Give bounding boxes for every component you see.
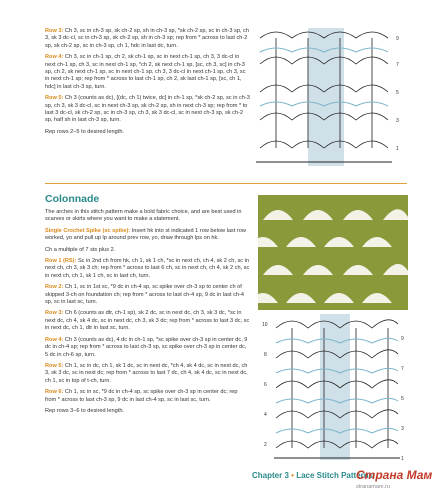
row-instruction [45, 95, 250, 125]
row-label: Row 5: [45, 95, 64, 102]
row-instruction [45, 54, 250, 91]
special-stitch-label: Single Crochet Spike (sc spike): [45, 227, 131, 234]
repeat-note: Rep rows 3–6 to desired length. [45, 407, 124, 414]
row-label: Row 4: [45, 54, 64, 61]
row-label: Row 3: [45, 28, 64, 34]
row-instruction [45, 284, 250, 306]
chart-row-number: 5 [401, 396, 404, 402]
row-text: Ch 3, sc in ch-1 sp, ch 2, sk ch-1 sp, sc in next ch-1 sp, ch 3, 3 dc-cl in next ch-1 sp, ch 3, sc in next ch-1 sp, *ch 2, sk next ch-1 sp, [sc, ch 3, sc] in ch-3 sp, ch 2, sk next ch-1 sp, sc in next ch-1 sp, ch 3, 3 dc-cl in next ch-1 sp, ch 3, sc in next ch-1 sp; rep from * across to last ch-1 sp, ch 2, sk last ch-1 sp, [sc, ch 1, hdc] in last ch-3 sp, turn. [45, 54, 246, 90]
chart-row-number: 4 [264, 412, 267, 418]
chain-multiple: Ch a multiple of 7 sts plus 2. [45, 246, 116, 253]
section-divider [45, 183, 407, 184]
row-instruction [45, 389, 250, 404]
chart-row-number: 7 [401, 366, 404, 372]
row-text: Ch 6 (counts as dtr, ch-1 sp), sk 2 dc, sc in next dc, ch 3, sk 3 dc, *sc in next dc, ch 4, sk 4 dc, sc in next dc, ch 3, sk 3 dc; rep from * across to last 3 dc, sc in next dc, ch 1, dtr in last sc, turn. [45, 310, 250, 332]
row-label: Row 6: [45, 389, 64, 396]
chart-row-number: 5 [396, 90, 399, 96]
special-stitch [45, 228, 250, 243]
chart-row-number: 7 [396, 62, 399, 68]
section-title: Colonnade [45, 193, 100, 205]
swatch-photo [258, 195, 408, 310]
row-label: Row 1 (RS): [45, 258, 77, 265]
row-text: Ch 1, sc in dc, ch 1, sk 1 dc, sc in next dc, *ch 4, sk 4 dc, sc in next dc, ch 3, sk 3 dc, sc in next dc; rep from * across to last 7 dc, ch 4, sk 4 dc, sc in next dc, ch 1, sc in top of t-ch, turn. [45, 362, 248, 384]
row-text: Ch 3, sc in ch-3 sp, sk ch-2 sp, sh in ch-3 sp, *sk ch-2 sp, sc in ch-3 sp, ch 3, sk 3 dc-cl, sc in ch-3 sp, sk ch-2 sp, sh in ch-3 sp; rep from * across to last ch-2 sp, sk ch-2 sp, sc in ch-3 sp, ch 1, hdc in last dc, turn. [45, 28, 249, 49]
repeat-note: Rep rows 2–5 to desired length. [45, 128, 124, 135]
colonnade-instructions [45, 209, 250, 419]
row-text: Sc in 2nd ch from hk, ch 1, sk 1 ch, *sc in next ch, ch 4, sk 2 ch, sc in next ch, ch 3, sk 3 ch; rep from * across to last 6 ch, sc in next ch, ch 4, sk 2 ch, sc in next ch, ch 1, sk 1 ch, sc in last ch, turn. [45, 258, 250, 279]
row-text: Ch 3 (counts as dc), [(dc, ch 1) twice, dc] in ch-1 sp, *sk ch-2 sp, sc in ch-3 sp, ch 3, sk 3 dc-cl, sc in next ch-3 sp, sk ch-2 sp, sh in next ch-3 sp; rep from * to last 3 dc-cl, sk ch-2 sp, sc in ch-3 sp, ch 3, sk 3 dc-cl, sc in next ch-3 sp, sk ch-2 sp, half sh in last ch-3 sp, turn. [45, 95, 250, 124]
chart-row-number: 6 [264, 382, 267, 388]
page-footer [252, 471, 373, 480]
chart-row-number: 10 [262, 322, 268, 328]
stitch-chart-top [256, 28, 408, 166]
footer-chapter: Chapter 3 [252, 471, 289, 480]
watermark-url: stranamam.ru [356, 484, 390, 490]
chart-row-number: 1 [401, 456, 404, 462]
watermark-logo: Страна Мам [356, 468, 433, 482]
chart-row-number: 2 [264, 442, 267, 448]
row-instruction [45, 258, 250, 280]
footer-section: Lace Stitch Patterns [296, 471, 374, 480]
stitch-chart-colonnade [262, 314, 408, 464]
chart-row-number: 9 [396, 36, 399, 42]
chart-row-number: 1 [396, 146, 399, 152]
row-text: Ch 1, sc in 1st sc, *9 dc in ch-4 sp, sc spike over ch-3 sp to center ch of skipped 3-ch on foundation ch; rep from * across to last ch-4 sp, 9 dc in last ch-4 sp, sc in last sc, turn. [45, 284, 244, 306]
special-stitch-text: Insert hk into st indicated 1 row below last row worked, yo and pull up lp around prev row, yo, draw through lps on hk. [45, 227, 246, 242]
chart-row-number: 3 [396, 118, 399, 124]
row-instruction [45, 363, 250, 385]
chart-row-number: 3 [401, 426, 404, 432]
intro-text: The arches in this stitch pattern make a bold fabric choice, and are best used in scarves or skirts where you want to make a statement. [45, 209, 242, 223]
row-label: Row 3: [45, 310, 64, 317]
top-instructions [45, 28, 250, 140]
row-instruction [45, 28, 250, 50]
chart-row-number: 8 [264, 352, 267, 358]
repeat-highlight [320, 314, 350, 460]
row-instruction [45, 337, 250, 359]
footer-separator-icon: • [291, 471, 294, 480]
row-text: Ch 3 (counts as dc), 4 dc in ch-1 sp, *sc spike over ch-3 sp in center dc, 9 dc in ch-4 sp; rep from * across to last ch-3 sp, sc spike over ch-3 sp in center dc, 5 dc in ch-6 sp, turn. [45, 336, 248, 358]
row-label: Row 4: [45, 336, 64, 343]
chart-row-number: 9 [401, 336, 404, 342]
row-instruction [45, 310, 250, 332]
row-text: Ch 1, sc in sc, *9 dc in ch-4 sp, sc spike over ch-3 sp in center dc; rep from * across to last ch-3 sp, 9 dc in last ch-4 sp, sc in last sc, turn. [45, 389, 238, 403]
row-label: Row 5: [45, 362, 64, 369]
row-label: Row 2: [45, 284, 64, 291]
